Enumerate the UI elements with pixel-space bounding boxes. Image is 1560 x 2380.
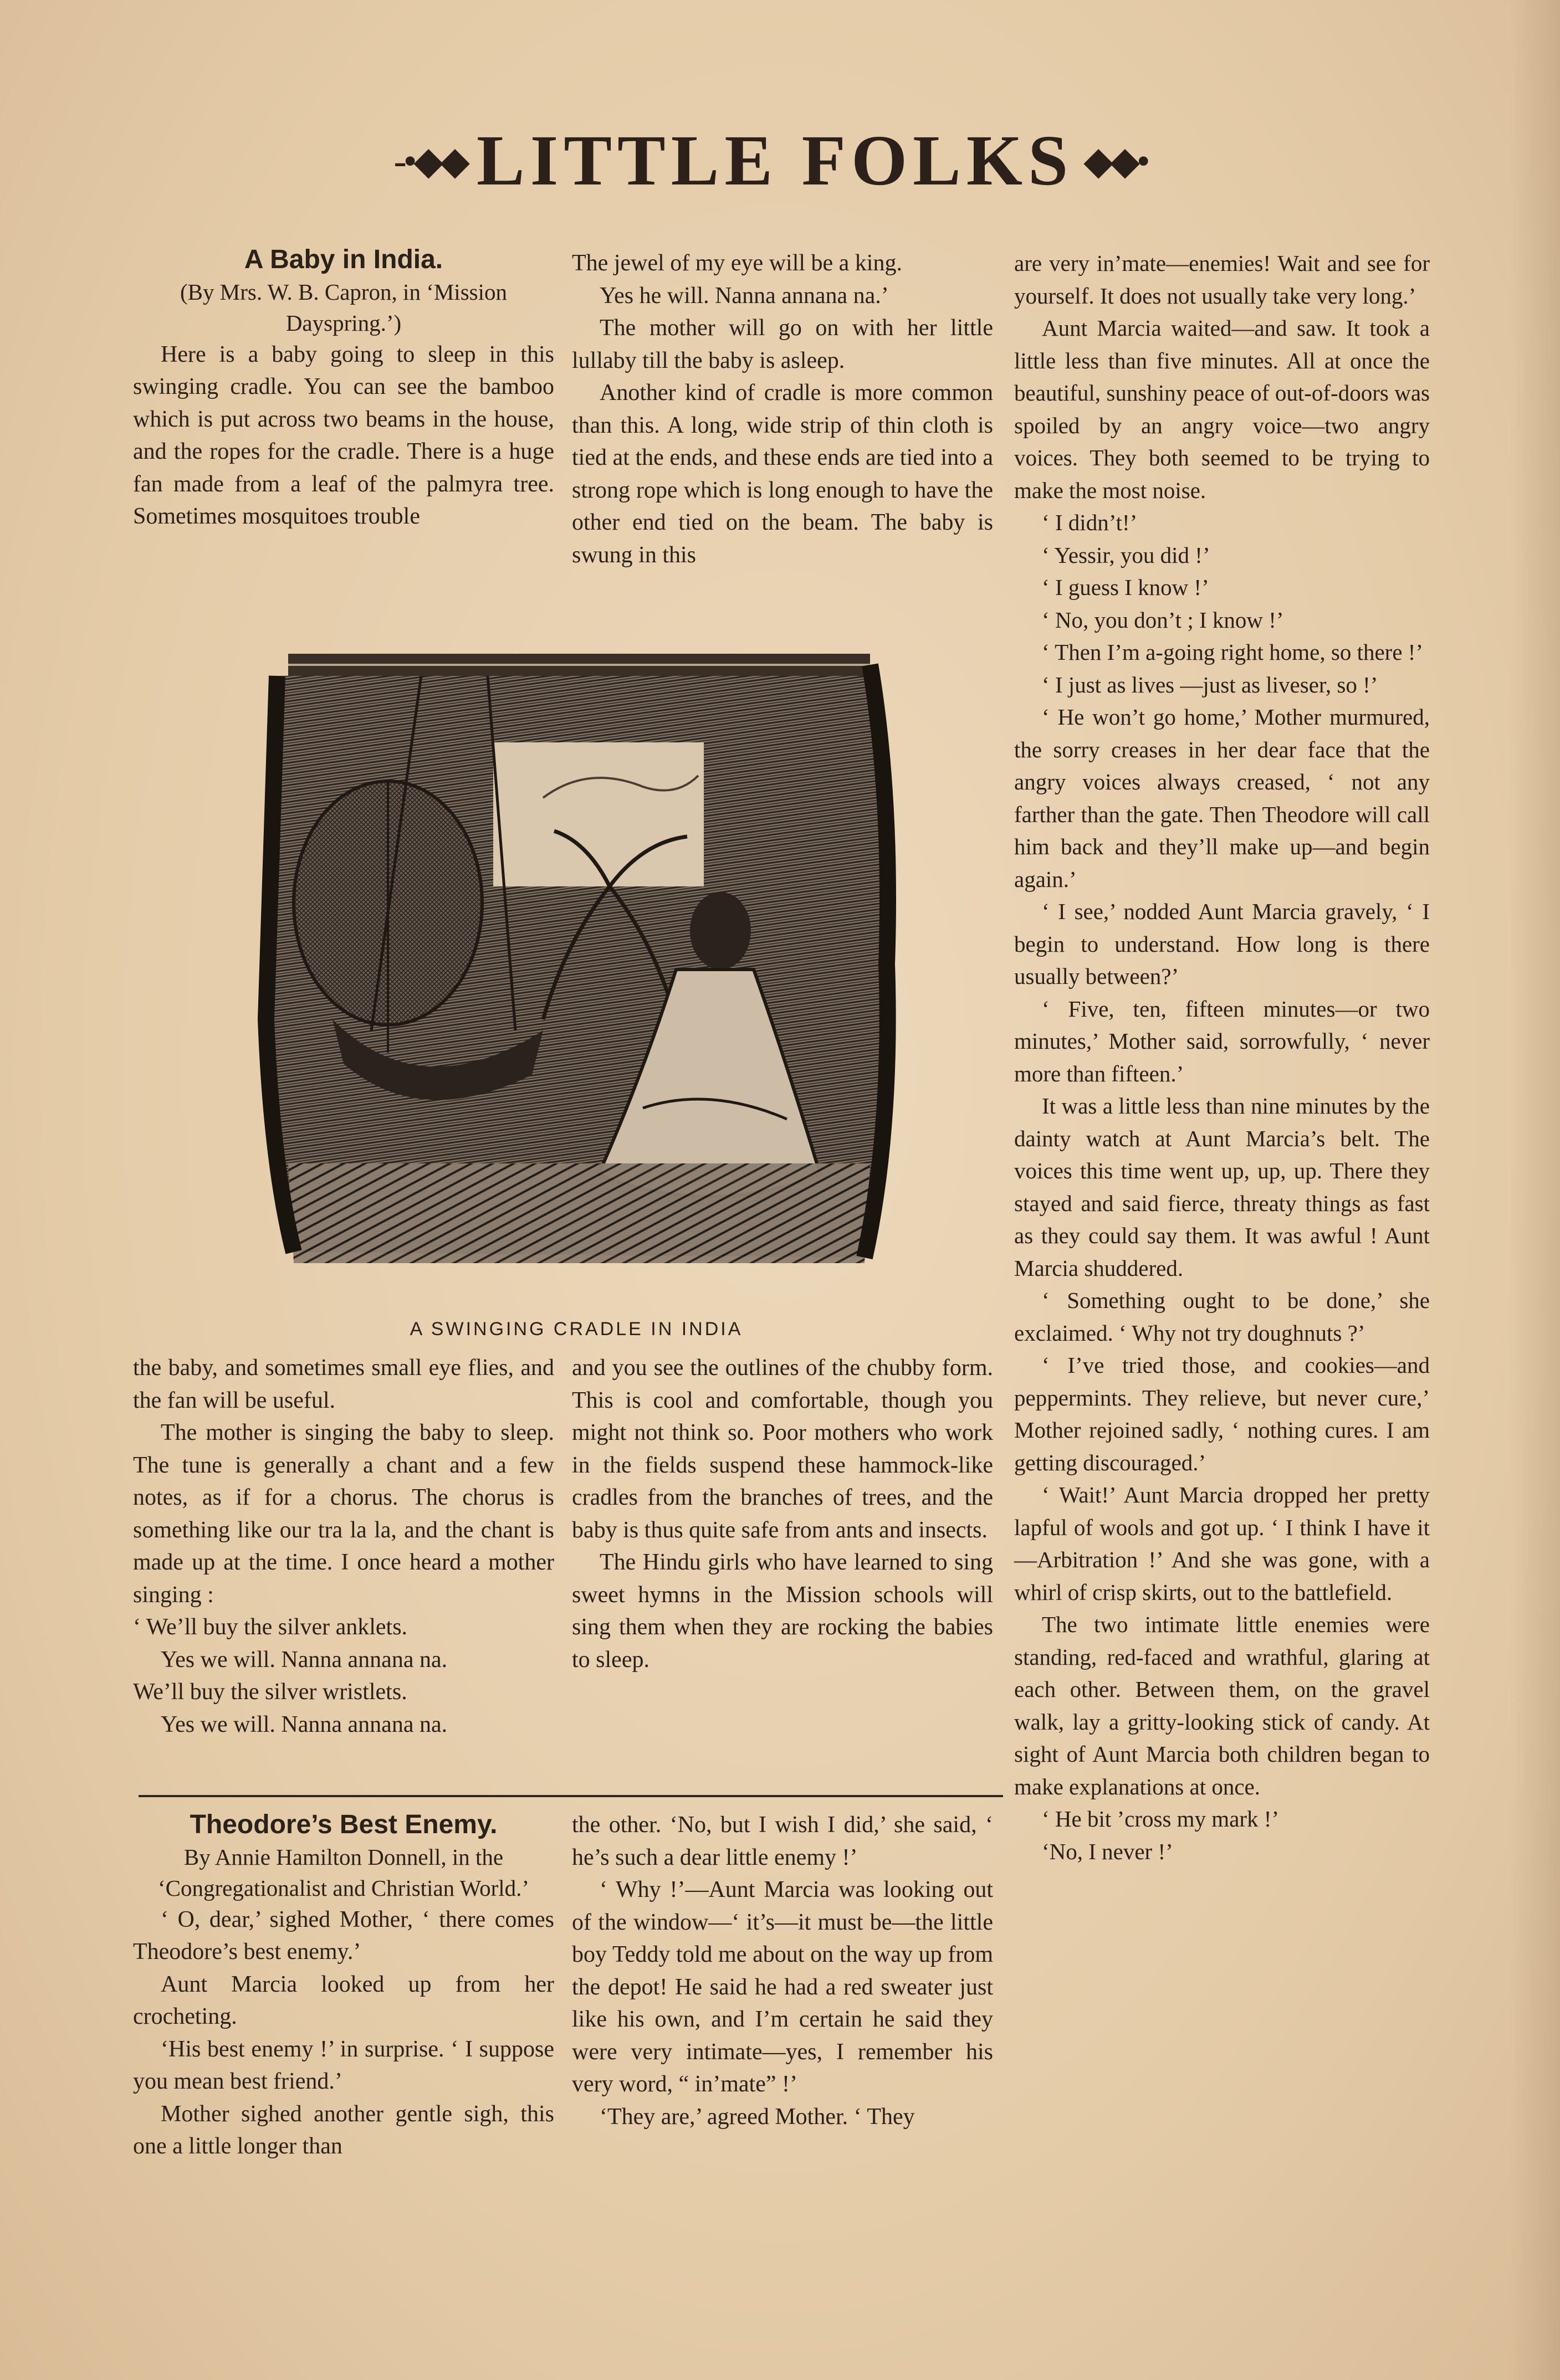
paragraph: The mother will go on with her little lullaby till the baby is asleep. — [572, 315, 993, 373]
masthead — [355, 119, 1186, 202]
paragraph: The Hindu girls who have learned to sing sweet hymns in the Mission schools will sing them when they are rocking the babies to sleep. — [572, 1550, 993, 1673]
paragraph: ‘ No, you don’t ; I know !’ — [1042, 607, 1284, 633]
article2-col3 — [1014, 247, 1430, 1868]
verse-line: Yes we will. Nanna annana na. — [161, 1711, 448, 1737]
paragraph: Another kind of cradle is more common than this. A long, wide strip of thin cloth is tied at the ends, and these ends are tied into a strong rope which is long enough to have the other end tied on the beam. The baby is swung in this — [572, 380, 993, 568]
paragraph: ‘ Yessir, you did !’ — [1042, 542, 1210, 568]
left-ornament: -•◆◆ — [393, 140, 467, 183]
paragraph: the baby, and sometimes small eye flies, and the fan will be useful. — [133, 1355, 554, 1413]
section-title: LITTLE FOLKS — [477, 121, 1074, 201]
paragraph: Mother sighed another gentle sigh, this one a little longer than — [133, 2101, 554, 2159]
paragraph: ‘ I guess I know !’ — [1042, 575, 1209, 600]
paragraph: the other. ‘No, but I wish I did,’ she said, ‘ he’s such a dear little enemy !’ — [572, 1812, 993, 1870]
paragraph: ‘ Five, ten, fifteen minutes—or two minutes,’ Mother said, sorrowfully, ‘ never more than fifteen.’ — [1014, 996, 1430, 1086]
right-ornament: ◆◆• — [1083, 140, 1147, 183]
article1-col2-bottom — [572, 1352, 993, 1676]
paragraph: ‘ I see,’ nodded Aunt Marcia gravely, ‘ I begin to understand. How long is there usually between?’ — [1014, 899, 1430, 989]
paragraph: The two intimate little enemies were standing, red-faced and wrathful, glaring at each other. Between them, on the gravel walk, lay a gritty-looking stick of candy. At sight of Aunt Marcia both children began to make explanations at once. — [1014, 1612, 1430, 1799]
paragraph: ‘ I’ve tried those, and cookies—and peppermints. They relieve, but never cure,’ Mother rejoined sadly, ‘ nothing cures. I am getting discouraged.’ — [1014, 1352, 1430, 1475]
verse-line: We’ll buy the silver wristlets. — [133, 1679, 407, 1705]
paragraph: The mother is singing the baby to sleep. The tune is generally a chant and a few notes, as if for a chorus. The chorus is something like our tra la la, and the chant is made up at the time. I once heard a mother singing : — [133, 1420, 554, 1608]
paragraph: and you see the outlines of the chubby form. This is cool and comfortable, though you might not think so. Poor mothers who work in the fields suspend these hammock-like cradles from the branches of trees, and the baby is thus quite safe from ants and insects. — [572, 1355, 993, 1543]
article2-col1 — [133, 1809, 554, 2163]
paragraph: ‘ I didn’t!’ — [1042, 510, 1138, 535]
paragraph: ‘ Then I’m a-going right home, so there !’ — [1042, 639, 1424, 665]
paragraph: It was a little less than nine minutes by the dainty watch at Aunt Marcia’s belt. The voices this time went up, up, up. There they stayed and said fierce, threaty things as fast as they could say them. It was awful ! Aunt Marcia shuddered. — [1014, 1093, 1430, 1281]
paragraph: ‘ He won’t go home,’ Mother murmured, the sorry creases in her dear face that the angry voices always creased, ‘ not any farther than the gate. Then Theodore will call him back and they’ll make up—and begin again.’ — [1014, 704, 1430, 892]
paragraph: are very in’mate—enemies! Wait and see for yourself. It does not usually take very long.’ — [1014, 250, 1430, 309]
paragraph: ‘ I just as lives —just as liveser, so !’ — [1042, 671, 1378, 697]
paragraph: The jewel of my eye will be a king. — [572, 250, 902, 276]
paragraph: ‘ O, dear,’ sighed Mother, ‘ there comes Theodore’s best enemy.’ — [133, 1906, 554, 1964]
paragraph: ‘They are,’ agreed Mother. ‘ They — [600, 2104, 915, 2130]
article-separator-rule — [139, 1795, 1003, 1797]
paragraph: ‘ Wait!’ Aunt Marcia dropped her pretty lapful of wools and got up. ‘ I think I have it—Arbitration !’ And she was gone, with a whirl of crisp skirts, out to the battlefield. — [1014, 1482, 1430, 1605]
article2-col2 — [572, 1809, 993, 2133]
paragraph: ‘ He bit ’cross my mark !’ — [1042, 1806, 1280, 1832]
article1-col2-top — [572, 247, 993, 571]
article1-col1-top — [133, 244, 554, 533]
paragraph: Yes he will. Nanna annana na.’ — [600, 283, 889, 309]
paragraph: ‘ Why !’—Aunt Marcia was looking out of the window—‘ it’s—it must be—the little boy Teddy told me about on the way up from the depot! He said he had a red sweater just like his own, and I’m certain he said they were very intimate—yes, I remember his very word, “ in’mate” !’ — [572, 1877, 993, 2097]
paragraph: Aunt Marcia waited—and saw. It took a little less than five minutes. All at once the beautiful, sunshiny peace of out-of-doors was spoiled by an angry voice—two angry voices. They both seemed to be trying to make the most noise. — [1014, 315, 1430, 503]
swinging-cradle-engraving — [255, 632, 898, 1291]
figure-caption: A SWINGING CRADLE IN INDIA — [410, 1319, 743, 1340]
verse-line: ‘ We’ll buy the silver anklets. — [133, 1614, 408, 1640]
article2-byline: By Annie Hamilton Donnell, in the ‘Congregationalist and Christian World.’ — [157, 1844, 530, 1901]
article1-byline: (By Mrs. W. B. Capron, in ‘Mission Dayspring.’) — [180, 279, 507, 336]
paragraph: ‘No, I never !’ — [1042, 1838, 1173, 1864]
article1-title: A Baby in India. — [244, 245, 443, 274]
article1-col1-bottom — [133, 1352, 554, 1741]
verse-line: Yes we will. Nanna annana na. — [161, 1646, 448, 1673]
article2-title: Theodore’s Best Enemy. — [190, 1810, 498, 1839]
paragraph: Aunt Marcia looked up from her crocheting. — [133, 1971, 554, 2029]
page-fold-shadow — [1510, 0, 1560, 2380]
paragraph: ‘His best enemy !’ in surprise. ‘ I suppose you mean best friend.’ — [133, 2036, 554, 2094]
paragraph: ‘ Something ought to be done,’ she exclaimed. ‘ Why not try doughnuts ?’ — [1014, 1288, 1430, 1346]
paragraph: Here is a baby going to sleep in this swinging cradle. You can see the bamboo which is put across two beams in the house, and the ropes for the cradle. There is a huge fan made from a leaf of the palmyra tree. Sometimes mosquitoes trouble — [133, 341, 554, 529]
